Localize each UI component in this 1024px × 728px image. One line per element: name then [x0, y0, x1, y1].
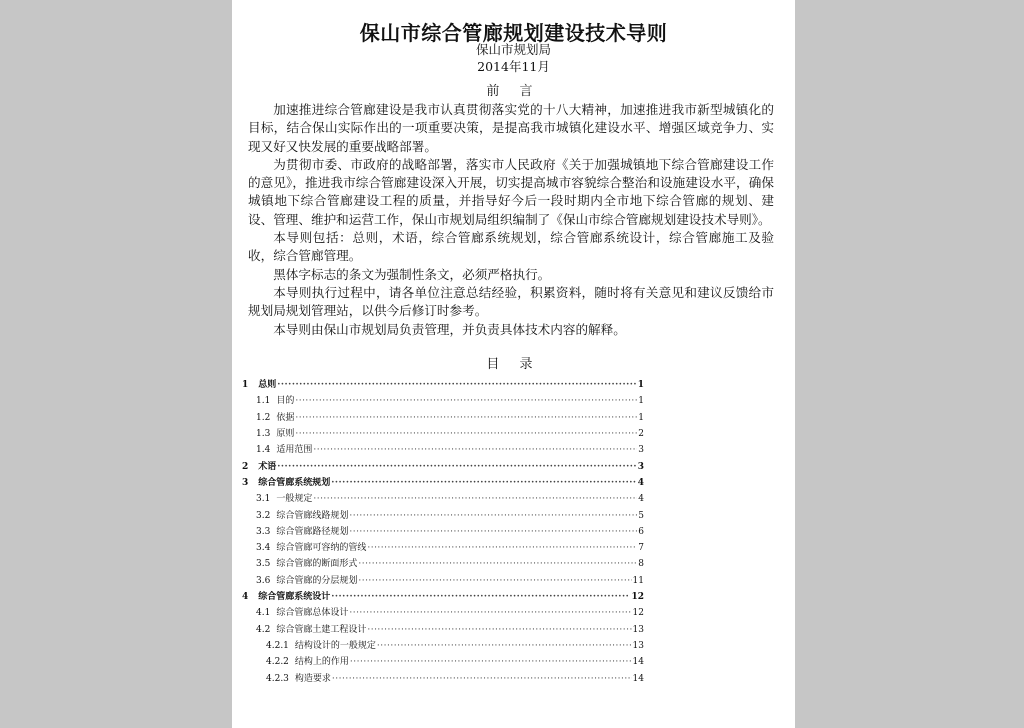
preface-paragraph: 本导则执行过程中，请各单位注意总结经验，积累资料，随时将有关意见和建议反馈给市规划局规划管理站，以供今后修订时参考。 — [248, 284, 774, 319]
toc-entry-page: 4 — [638, 494, 644, 505]
toc-entry — [242, 638, 644, 654]
toc-entry-page: 13 — [632, 641, 644, 651]
toc-entry — [242, 654, 644, 670]
toc-leader-dots — [295, 426, 637, 442]
toc-leader-dots — [367, 540, 637, 556]
toc-leader-dots — [313, 491, 637, 507]
toc-entry-number: 1.3 — [256, 428, 271, 439]
toc-entry — [242, 671, 644, 687]
toc-entry-page: 6 — [638, 526, 644, 537]
toc-entry-number: 3.3 — [256, 526, 271, 537]
toc-entry — [242, 410, 644, 426]
toc-entry — [242, 589, 644, 605]
toc-entry-title: 综合管廊线路规划 — [276, 510, 349, 521]
toc-entry-page: 8 — [638, 559, 644, 570]
toc-entry-title: 总则 — [258, 380, 277, 390]
toc-entry-number: 4.1 — [256, 608, 271, 619]
toc-entry-number: 4 — [242, 592, 249, 603]
preface-paragraph: 加速推进综合管廊建设是我市认真贯彻落实党的十八大精神，加速推进我市新型城镇化的目标，结合保山实际作出的一项重要决策，是提高我市城镇化建设水平、增强区域竞争力、实现又好又快发展的重要战略部署。 — [248, 102, 774, 154]
toc-entry-number: 1.4 — [256, 445, 271, 456]
toc-entry-title: 原则 — [276, 428, 295, 439]
toc-entry-title: 综合管廊土建工程设计 — [276, 624, 367, 635]
toc-entry — [242, 508, 644, 524]
toc-entry-page: 7 — [638, 543, 644, 554]
toc-entry-title: 综合管廊系统规划 — [258, 477, 331, 488]
toc-leader-dots — [331, 589, 630, 605]
toc-entry-title: 结构上的作用 — [294, 657, 349, 668]
toc-leader-dots — [277, 459, 636, 475]
toc-leader-dots — [313, 442, 637, 458]
toc-entry-title: 目的 — [276, 396, 295, 407]
toc-entry-number: 3.1 — [256, 494, 271, 505]
toc-entry-title: 结构设计的一般规定 — [294, 641, 376, 651]
toc-entry-title: 一般规定 — [276, 494, 313, 505]
toc-entry-page: 11 — [632, 575, 644, 586]
toc-entry-number: 1 — [242, 380, 249, 390]
toc-entry — [242, 475, 644, 491]
toc-leader-dots — [295, 410, 637, 426]
preface-body — [248, 101, 774, 339]
toc-entry-number: 3.4 — [256, 543, 271, 554]
toc-leader-dots — [358, 556, 637, 572]
table-of-contents — [242, 377, 644, 687]
toc-entry-title: 综合管廊路径规划 — [276, 526, 349, 537]
preface-paragraph: 本导则由保山市规划局负责管理，并负责具体技术内容的解释。 — [273, 321, 626, 337]
toc-leader-dots — [331, 475, 636, 491]
toc-entry-title: 术语 — [258, 461, 277, 472]
toc-entry-number: 3.5 — [256, 559, 271, 570]
toc-entry — [242, 426, 644, 442]
toc-heading: 目 录 — [486, 357, 541, 372]
toc-entry-title: 综合管廊可容纳的管线 — [276, 543, 367, 554]
preface-paragraph: 黑体字标志的条文为强制性条文，必须严格执行。 — [273, 266, 551, 282]
toc-entry-page: 14 — [632, 657, 644, 668]
toc-leader-dots — [332, 671, 632, 687]
toc-entry-number: 3.2 — [256, 510, 271, 521]
toc-entry — [242, 605, 644, 621]
toc-entry-number: 3.6 — [256, 575, 271, 586]
toc-entry-title: 构造要求 — [294, 673, 331, 684]
toc-entry-title: 依据 — [276, 412, 295, 423]
document-date: 2014年11月 — [477, 59, 550, 74]
toc-leader-dots — [349, 524, 637, 540]
toc-entry — [242, 442, 644, 458]
toc-entry — [242, 459, 644, 475]
preface-heading: 前 言 — [486, 84, 541, 99]
toc-entry-number: 1.2 — [256, 412, 271, 423]
toc-entry-page: 3 — [638, 445, 644, 456]
toc-entry-page: 1 — [637, 380, 644, 390]
toc-leader-dots — [349, 508, 637, 524]
toc-leader-dots — [295, 393, 637, 409]
toc-entry — [242, 377, 644, 393]
document-page — [232, 0, 795, 728]
toc-entry-page: 5 — [638, 510, 644, 521]
toc-entry-page: 4 — [637, 477, 644, 488]
document-title: 保山市综合管廊规划建设技术导则 — [359, 21, 668, 45]
toc-leader-dots — [358, 573, 631, 589]
toc-entry-title: 综合管廊系统设计 — [258, 592, 331, 603]
toc-entry-number: 3 — [242, 477, 249, 488]
toc-entry-page: 14 — [632, 673, 644, 684]
toc-entry — [242, 524, 644, 540]
document-issuer: 保山市规划局 — [475, 42, 551, 57]
toc-entry — [242, 556, 644, 572]
toc-leader-dots — [367, 622, 631, 638]
toc-entry-page: 1 — [638, 412, 644, 423]
toc-entry-number: 4.2 — [256, 624, 271, 635]
toc-entry-page: 2 — [638, 428, 644, 439]
toc-entry-title: 综合管廊的分层规划 — [276, 575, 358, 586]
toc-entry-page: 3 — [637, 461, 644, 472]
toc-entry-number: 4.2.1 — [266, 641, 289, 651]
toc-entry — [242, 491, 644, 507]
toc-entry-number: 4.2.2 — [266, 657, 289, 668]
toc-entry-title: 综合管廊总体设计 — [276, 608, 349, 619]
toc-entry-page: 1 — [638, 396, 644, 407]
toc-entry-number: 1.1 — [256, 396, 271, 407]
toc-entry-title: 综合管廊的断面形式 — [276, 559, 358, 570]
toc-leader-dots — [377, 638, 632, 654]
toc-entry — [242, 622, 644, 638]
toc-leader-dots — [350, 654, 632, 670]
toc-entry — [242, 393, 644, 409]
toc-entry-title: 适用范围 — [276, 445, 313, 456]
toc-entry-page: 12 — [632, 608, 644, 619]
toc-leader-dots — [349, 605, 631, 621]
toc-entry-number: 2 — [242, 461, 249, 472]
toc-entry-number: 4.2.3 — [266, 673, 289, 684]
toc-entry-page: 13 — [632, 624, 644, 635]
toc-entry-page: 12 — [631, 592, 644, 603]
toc-entry — [242, 540, 644, 556]
preface-paragraph: 本导则包括：总则，术语，综合管廊系统规划，综合管廊系统设计，综合管廊施工及验收，综合管廊管理。 — [248, 230, 774, 264]
toc-entry — [242, 573, 644, 589]
preface-paragraph: 为贯彻市委、市政府的战略部署，落实市人民政府《关于加强城镇地下综合管廊建设工作的意见》，推进我市综合管廊建设深入开展，切实提高城市容貌综合整治和设施建设水平，确保城镇地下综合管廊建设工程的质量，并指导好今后一段时期内全市地下综合管廊的规划、建设、管理、维护和运营工作，保山市规划局组织编制了《保山市综合管廊规划建设技术导则》。 — [248, 156, 774, 227]
toc-leader-dots — [277, 377, 636, 393]
